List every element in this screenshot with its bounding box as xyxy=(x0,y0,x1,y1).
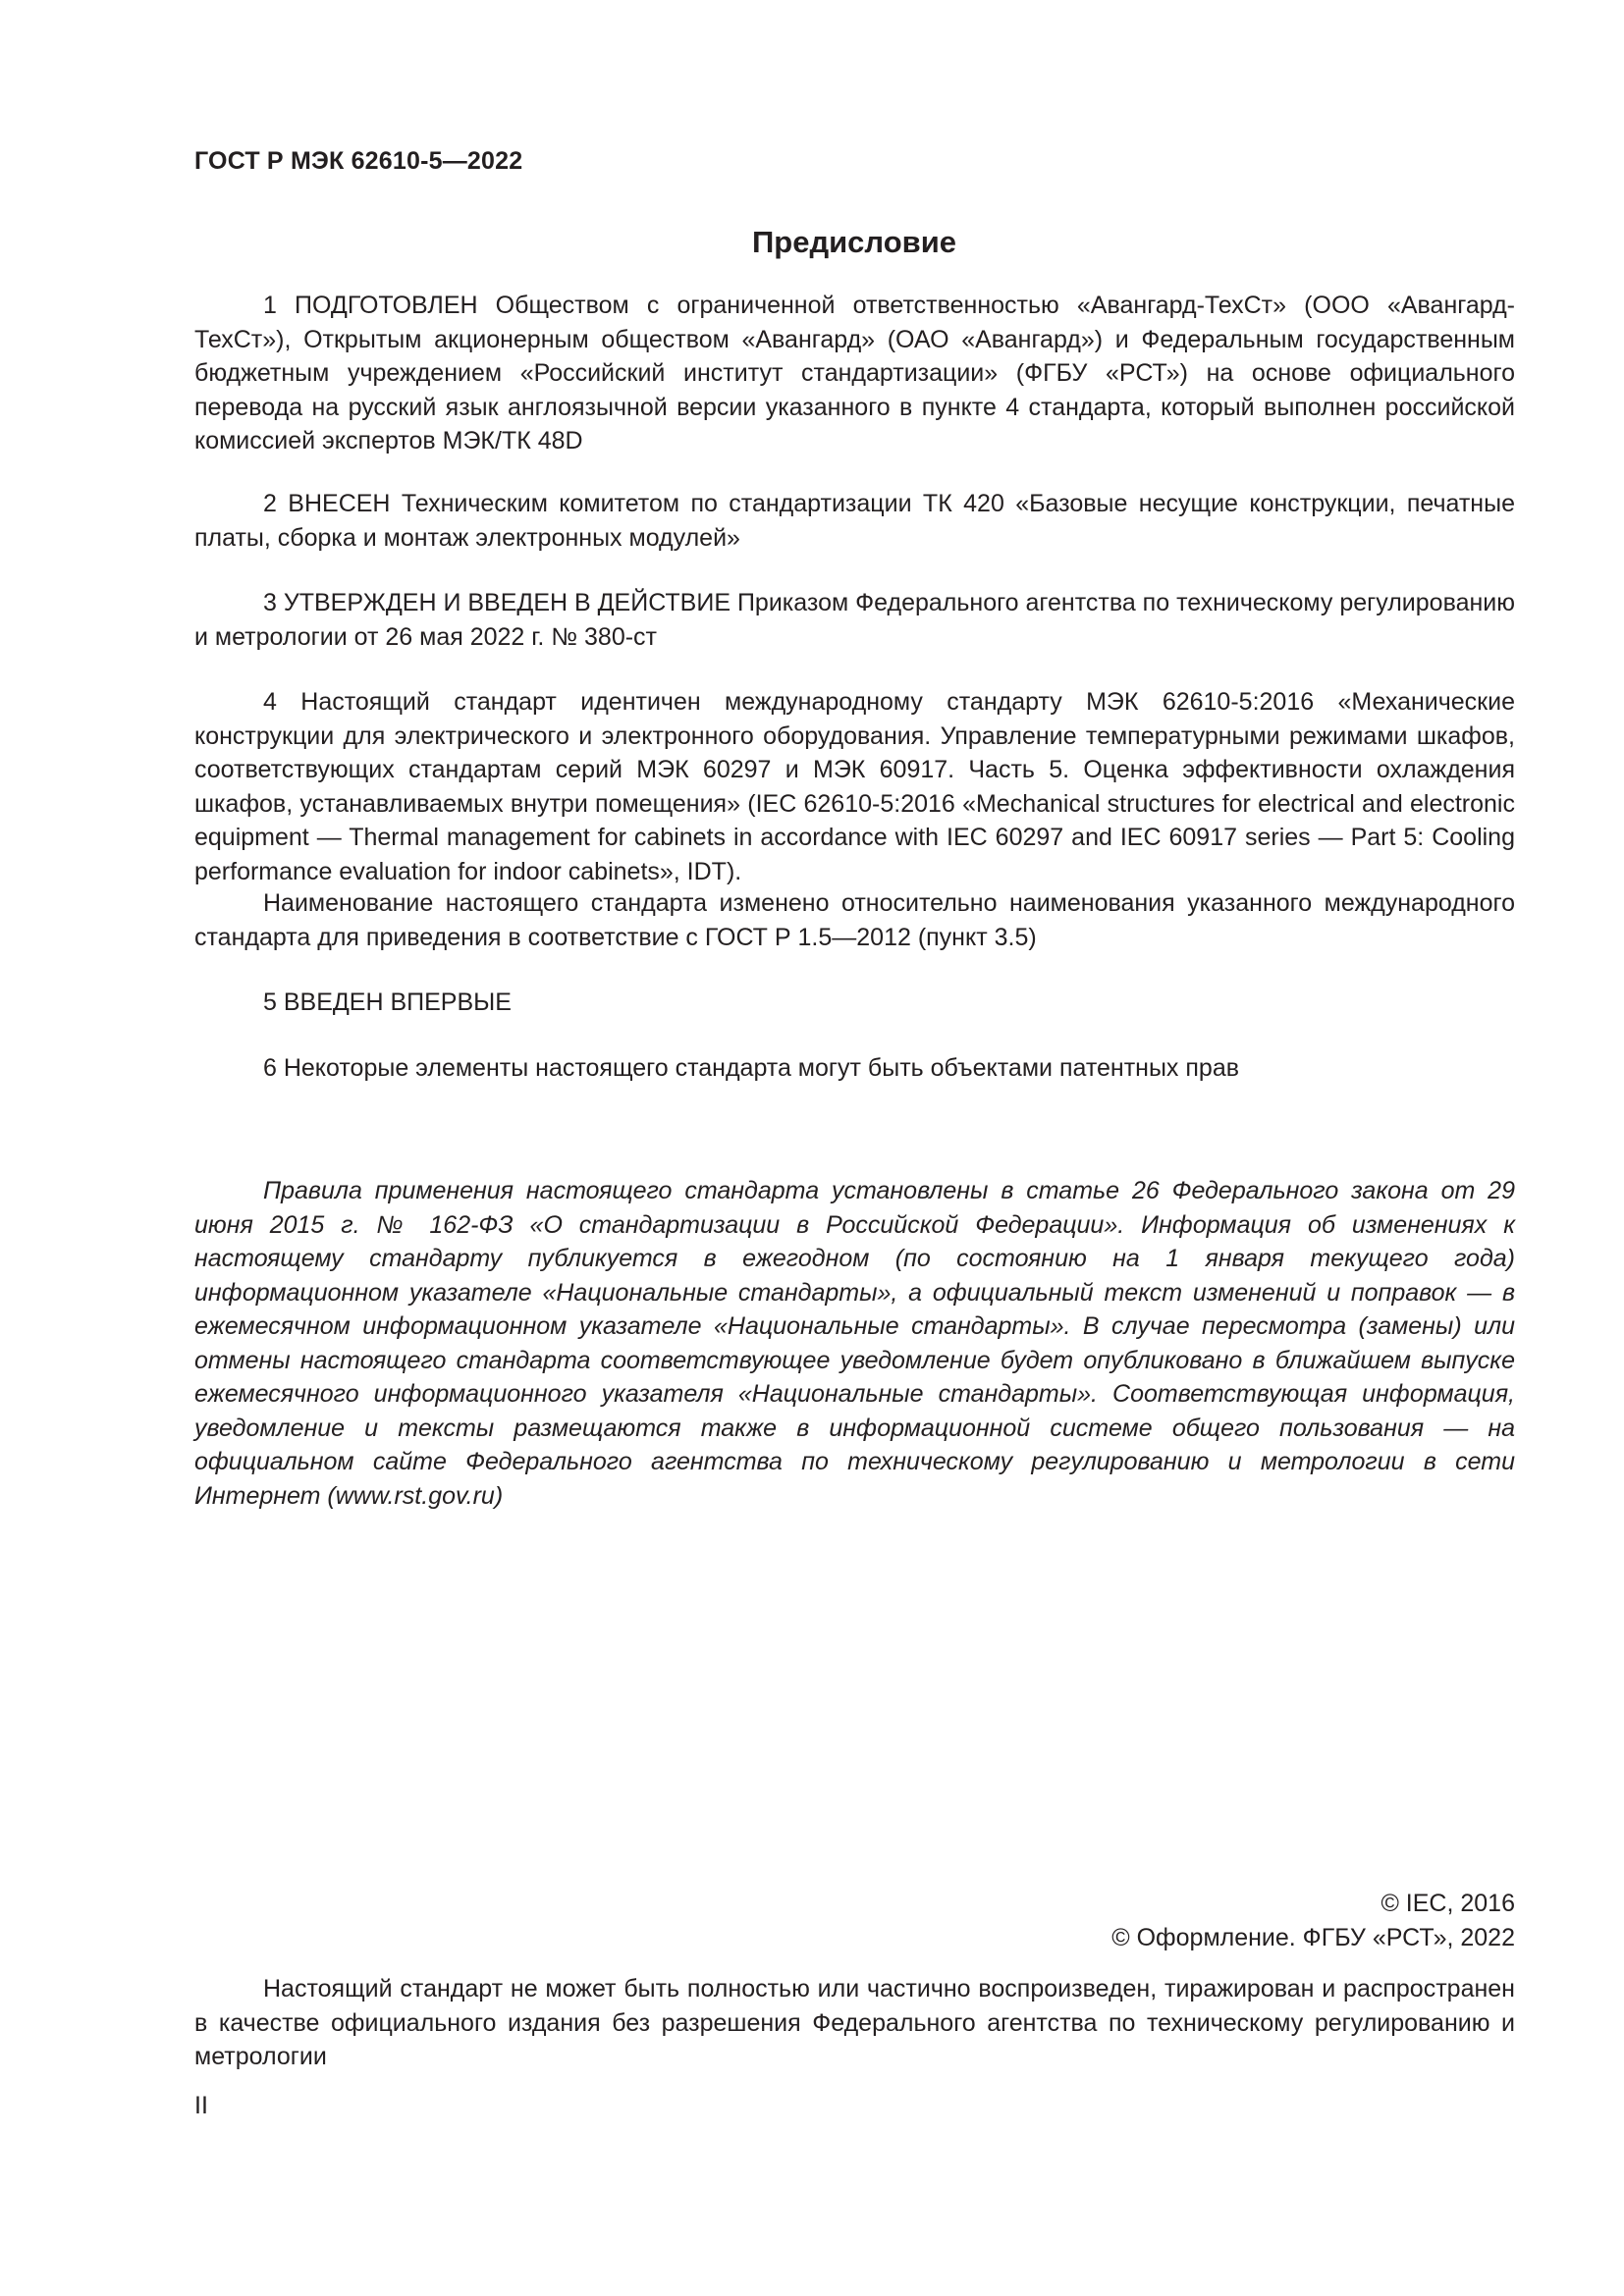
preface-item-4: 4 Настоящий стандарт идентичен международному стандарту МЭК 62610-5:2016 «Механические конструкции для электрического и электронного оборудования. Управление температурными режимами шкафов, соответствующих стандартам серий МЭК 60297 и МЭК 60917. Часть 5. Оценка эффективности охлаждения шкафов, устанавливаемых внутри помещения» (IEC 62610-5:2016 «Mechanical structures for electrical and electronic equipment — Thermal management for cabinets in accordance with IEC 60297 and IEC 60917 series — Part 5: Cooling performance evaluation for indoor cabinets», IDT). xyxy=(194,688,1515,885)
preface-item-5: 5 ВВЕДЕН ВПЕРВЫЕ xyxy=(263,988,512,1016)
copyright-iec: © IEC, 2016 xyxy=(1380,1890,1515,1917)
preface-item-4-name-note: Наименование настоящего стандарта изменено относительно наименования указанного международного стандарта для приведения в соответствие с ГОСТ Р 1.5—2012 (пункт 3.5) xyxy=(194,889,1515,951)
preface-item-1: 1 ПОДГОТОВЛЕН Обществом с ограниченной ответственностью «Авангард-ТехСт» (ООО «Авангард-ТехСт»), Открытым акционерным обществом «Авангард» (ОАО «Авангард») и Федеральным государственным бюджетным учреждением «Российский институт стандартизации» (ФГБУ «РСТ») на основе официального перевода на русский язык англоязычной версии указанного в пункте 4 стандарта, который выполнен российской комиссией экспертов МЭК/ТК 48D xyxy=(194,292,1515,454)
preface-item-3: 3 УТВЕРЖДЕН И ВВЕДЕН В ДЕЙСТВИЕ Приказом Федерального агентства по техническому регулированию и метрологии от 26 мая 2022 г. № 380-ст xyxy=(194,589,1515,651)
copyright-block xyxy=(1111,1887,1515,1954)
rules-note: Правила применения настоящего стандарта установлены в статье 26 Федерального закона от 29 июня 2015 г. № 162-ФЗ «О стандартизации в Российской Федерации». Информация об изменениях к настоящему стандарту публикуется в ежегодном (по состоянию на 1 января текущего года) информационном указателе «Национальные стандарты», а официальный текст изменений и поправок — в ежемесячном информационном указателе «Национальные стандарты». В случае пересмотра (замены) или отмены настоящего стандарта соответствующее уведомление будет опубликовано в ближайшем выпуске ежемесячного информационного указателя «Национальные стандарты». Соответствующая информация, уведомление и тексты размещаются также в информационной системе общего пользования — на официальном сайте Федерального агентства по техническому регулированию и метрологии в сети Интернет (www.rst.gov.ru) xyxy=(194,1177,1515,1510)
page-number: II xyxy=(194,2092,208,2119)
copyright-rst: © Оформление. ФГБУ «РСТ», 2022 xyxy=(1111,1923,1515,1951)
preface-item-6: 6 Некоторые элементы настоящего стандарта могут быть объектами патентных прав xyxy=(263,1054,1240,1082)
reproduction-note: Настоящий стандарт не может быть полностью или частично воспроизведен, тиражирован и распространен в качестве официального издания без разрешения Федерального агентства по техническому регулированию и метрологии xyxy=(194,1975,1515,2070)
preface-item-2: 2 ВНЕСЕН Техническим комитетом по стандартизации ТК 420 «Базовые несущие конструкции, печатные платы, сборка и монтаж электронных модулей» xyxy=(194,490,1515,552)
page-title: Предисловие xyxy=(751,225,956,259)
doc-code: ГОСТ Р МЭК 62610-5—2022 xyxy=(194,147,523,175)
